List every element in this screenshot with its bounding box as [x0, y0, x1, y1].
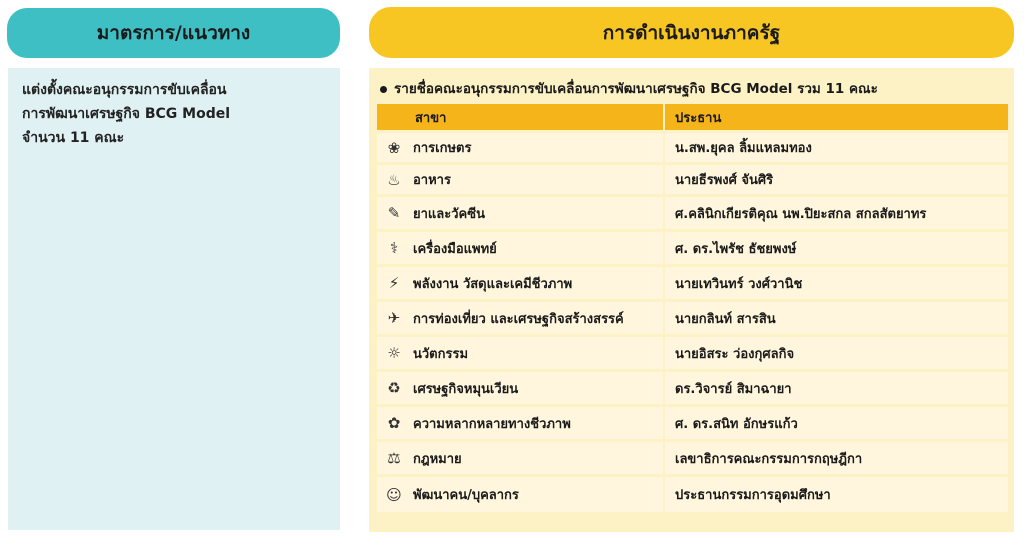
measures-panel: [8, 68, 340, 530]
measures-header-label: มาตรการ/แนวทาง: [96, 22, 251, 44]
vaccine-icon: ✎: [387, 204, 401, 222]
chair-name: นายธีรพงศ์ จันศิริ: [675, 173, 774, 188]
column-header-chair: ประธาน: [675, 110, 722, 126]
branch-label: เศรษฐกิจหมุนเวียน: [413, 381, 519, 397]
chair-name: เลขาธิการคณะกรรมการกฤษฎีกา: [675, 451, 863, 467]
measures-line: จำนวน 11 คณะ: [22, 130, 125, 146]
law-icon: ⚖: [387, 449, 401, 467]
chair-name: ประธานกรรมการอุดมศึกษา: [675, 488, 831, 503]
branch-label: ความหลากหลายทางชีวภาพ: [413, 416, 571, 432]
table-row: [377, 302, 1008, 334]
chair-cell: [665, 442, 1008, 474]
measures-line: แต่งตั้งคณะอนุกรรมการขับเคลื่อน: [22, 82, 227, 98]
chair-name: ศ. ดร.สนิท อักษรแก้ว: [675, 416, 798, 432]
subcommittee-list-title: [377, 78, 1006, 100]
chair-name: ศ.คลินิกเกียรติคุณ นพ.ปิยะสกล สกลสัตยาทร: [675, 206, 927, 222]
table-row: [377, 165, 1008, 194]
branch-label: พลังงาน วัสดุและเคมีชีวภาพ: [413, 276, 573, 292]
table-header: [377, 104, 1008, 130]
table-row: [377, 133, 1008, 162]
table-row: [377, 337, 1008, 369]
chair-cell: [665, 372, 1008, 404]
branch-cell: [377, 302, 665, 334]
government-panel: [369, 68, 1014, 532]
chair-cell: [665, 407, 1008, 439]
chair-cell: [665, 302, 1008, 334]
branch-label: กฎหมาย: [413, 451, 462, 467]
table-row: [377, 372, 1008, 404]
chair-cell: [665, 165, 1008, 194]
branch-cell: [377, 337, 665, 369]
table-row: [377, 477, 1008, 512]
branch-label: ยาและวัคซีน: [413, 206, 485, 222]
table-row: [377, 407, 1008, 439]
column-header-branch: สาขา: [377, 104, 665, 130]
chair-cell: [665, 267, 1008, 299]
government-header: [369, 7, 1014, 58]
tourism-icon: ✈: [387, 309, 401, 327]
energy-icon: ⚡: [388, 274, 400, 292]
chair-cell: [665, 232, 1008, 264]
table-row: [377, 197, 1008, 229]
branch-cell: [377, 165, 665, 194]
branch-cell: [377, 407, 665, 439]
chair-cell: [665, 197, 1008, 229]
branch-label: การเกษตร: [413, 141, 472, 156]
chair-name: นายอิสระ ว่องกุศลกิจ: [675, 346, 795, 362]
people-icon: ☺: [386, 485, 402, 504]
table-row: [377, 267, 1008, 299]
chair-cell: [665, 133, 1008, 162]
agriculture-icon: ❀: [387, 138, 401, 157]
branch-cell: [377, 267, 665, 299]
branch-cell: [377, 442, 665, 474]
food-icon: ♨: [387, 170, 401, 189]
branch-label: นวัตกรรม: [413, 346, 469, 362]
subcommittee-list-title-text: รายชื่อคณะอนุกรรมการขับเคลื่อนการพัฒนาเศรษฐกิจ BCG Model รวม 11 คณะ: [394, 81, 878, 97]
branch-label: การท่องเที่ยว และเศรษฐกิจสร้างสรรค์: [413, 311, 624, 327]
chair-name: นายเทวินทร์ วงศ์วานิช: [675, 276, 803, 292]
table-row: [377, 232, 1008, 264]
table-body: [377, 133, 1008, 512]
chair-name: น.สพ.ยุคล ลิ้มแหลมทอง: [675, 141, 812, 156]
branch-cell: [377, 133, 665, 162]
chair-name: ศ. ดร.ไพรัช ธัชยพงษ์: [675, 241, 797, 257]
branch-cell: [377, 197, 665, 229]
subcommittee-table: [377, 104, 1008, 512]
medical-device-icon: ⚕: [389, 239, 399, 257]
measures-line: การพัฒนาเศรษฐกิจ BCG Model: [22, 106, 231, 122]
branch-cell: [377, 232, 665, 264]
branch-label: พัฒนาคน/บุคลากร: [413, 488, 519, 503]
chair-cell: [665, 477, 1008, 512]
branch-cell: [377, 477, 665, 512]
government-header-label: การดำเนินงานภาครัฐ: [602, 21, 781, 44]
branch-label: อาหาร: [413, 173, 451, 188]
branch-cell: [377, 372, 665, 404]
innovation-icon: ☼: [387, 344, 401, 362]
biodiversity-icon: ✿: [387, 414, 401, 432]
chair-name: นายกลินท์ สารสิน: [675, 311, 776, 327]
chair-name: ดร.วิจารย์ สิมาฉายา: [675, 381, 792, 397]
branch-label: เครื่องมือแพทย์: [413, 241, 497, 257]
bullet-icon: [380, 86, 387, 93]
chair-cell: [665, 337, 1008, 369]
circular-economy-icon: ♻: [387, 379, 401, 397]
measures-header: [7, 8, 340, 58]
measures-text: [22, 78, 326, 150]
table-row: [377, 442, 1008, 474]
